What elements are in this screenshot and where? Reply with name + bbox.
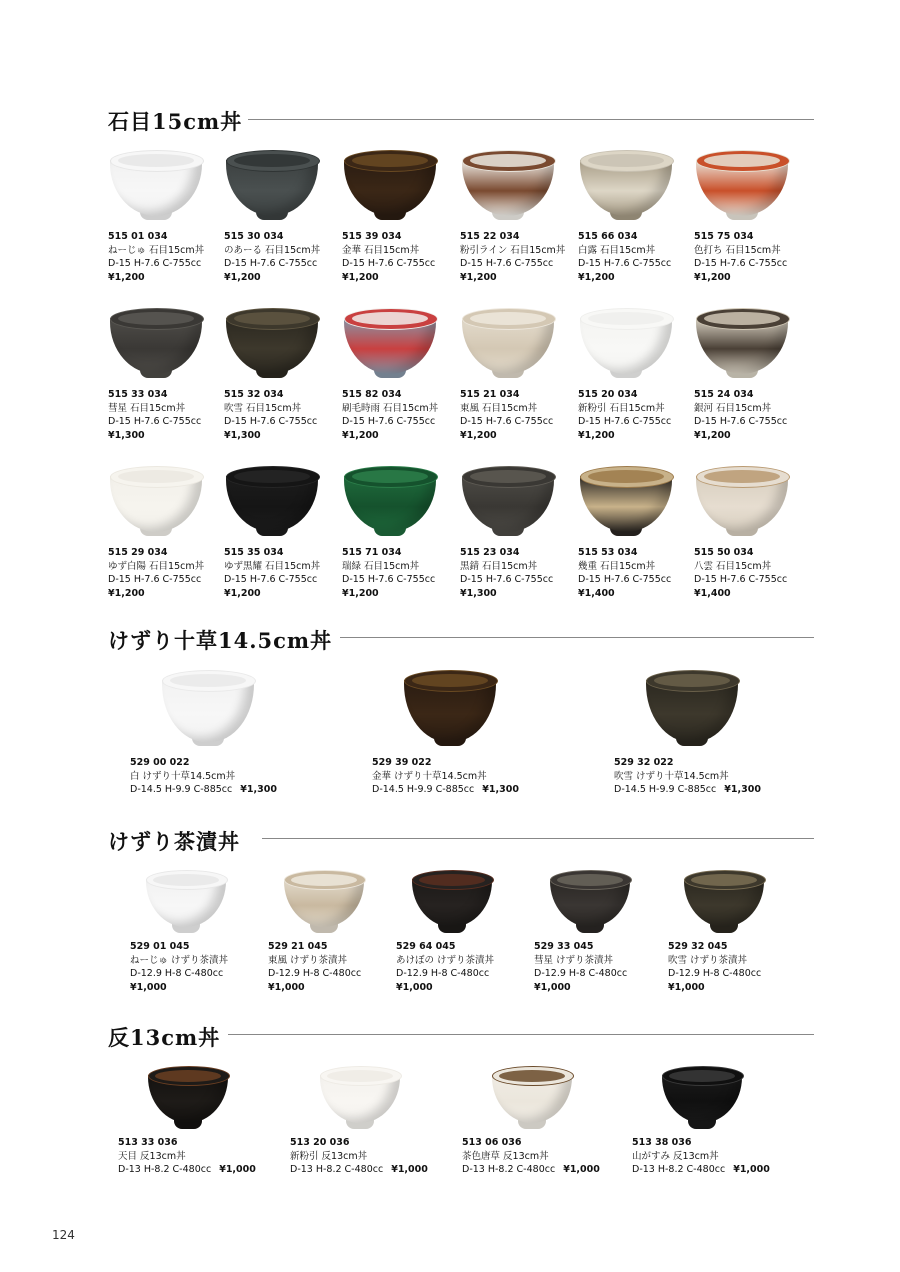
product-price: ¥1,400 <box>694 587 731 599</box>
product-price: ¥1,200 <box>460 271 497 283</box>
bowl-image <box>460 466 556 540</box>
section-title-ishime: 石目15cm丼 <box>108 109 243 134</box>
product-item <box>460 466 556 599</box>
product-spec: D-15 H-7.6 C-755cc <box>224 416 318 427</box>
product-item <box>224 150 321 283</box>
product-price: ¥1,000 <box>733 1164 770 1175</box>
product-spec-line <box>118 1163 256 1177</box>
product-spec: D-15 H-7.6 C-755cc <box>224 574 318 585</box>
product-code: 529 21 045 <box>268 941 328 952</box>
product-item <box>118 1066 256 1175</box>
product-name: 色打ち 石目15cm丼 <box>694 244 781 256</box>
product-price: ¥1,200 <box>578 271 615 283</box>
product-name: 瑞緑 石目15cm丼 <box>342 560 420 572</box>
product-price: ¥1,200 <box>342 271 379 283</box>
product-name: 天目 反13cm丼 <box>118 1150 186 1162</box>
bowl-image <box>410 870 494 936</box>
product-name: 金華 石目15cm丼 <box>342 244 420 256</box>
product-price: ¥1,300 <box>460 587 497 599</box>
product-spec-line <box>614 783 761 797</box>
product-spec-line <box>290 1163 428 1177</box>
product-spec-line <box>130 783 277 797</box>
product-price: ¥1,200 <box>694 429 731 441</box>
product-name: 白露 石目15cm丼 <box>578 244 656 256</box>
bowl-image <box>224 466 320 540</box>
product-code: 515 30 034 <box>224 231 284 242</box>
product-spec: D-12.9 H-8 C-480cc <box>534 968 628 979</box>
product-code: 515 20 034 <box>578 389 638 400</box>
product-item <box>460 308 556 441</box>
product-price: ¥1,000 <box>668 981 705 993</box>
bowl-image <box>548 870 632 936</box>
product-price: ¥1,000 <box>219 1164 256 1175</box>
product-spec: D-15 H-7.6 C-755cc <box>694 416 788 427</box>
product-price: ¥1,300 <box>108 429 145 441</box>
product-name: 吹雪 石目15cm丼 <box>224 402 302 414</box>
product-name: 山がすみ 反13cm丼 <box>632 1150 719 1162</box>
product-spec: D-15 H-7.6 C-755cc <box>108 258 202 269</box>
bowl-image <box>460 308 556 382</box>
bowl-image <box>578 308 674 382</box>
product-code: 529 32 045 <box>668 941 728 952</box>
product-price: ¥1,200 <box>342 587 379 599</box>
product-price: ¥1,200 <box>694 271 731 283</box>
product-spec: D-12.9 H-8 C-480cc <box>130 968 224 979</box>
product-name: 刷毛時雨 石目15cm丼 <box>342 402 439 414</box>
bowl-image <box>490 1066 574 1132</box>
product-price: ¥1,300 <box>224 429 261 441</box>
product-name: のあーる 石目15cm丼 <box>224 244 321 256</box>
bowl-image <box>578 466 674 540</box>
section-rule <box>340 637 814 638</box>
product-code: 515 53 034 <box>578 547 638 558</box>
bowl-image <box>146 1066 230 1132</box>
product-item <box>342 466 438 599</box>
product-name: 彗星 石目15cm丼 <box>108 402 186 414</box>
product-name: 東風 けずり茶漬丼 <box>268 954 348 966</box>
product-price: ¥1,400 <box>578 587 615 599</box>
product-spec: D-12.9 H-8 C-480cc <box>268 968 362 979</box>
bowl-image <box>460 150 556 224</box>
product-spec: D-15 H-7.6 C-755cc <box>342 574 436 585</box>
product-code: 513 20 036 <box>290 1137 350 1148</box>
section-title-sori: 反13cm丼 <box>108 1025 221 1050</box>
product-name: ゆず白陽 石目15cm丼 <box>108 560 205 572</box>
product-spec: D-15 H-7.6 C-755cc <box>342 258 436 269</box>
product-item <box>290 1066 428 1175</box>
product-code: 515 66 034 <box>578 231 638 242</box>
bowl-image <box>342 150 438 224</box>
product-code: 515 82 034 <box>342 389 402 400</box>
product-spec: D-15 H-7.6 C-755cc <box>694 574 788 585</box>
product-code: 513 38 036 <box>632 1137 692 1148</box>
section-rule <box>262 838 814 839</box>
product-spec-line <box>632 1163 770 1177</box>
product-price: ¥1,200 <box>224 587 261 599</box>
product-name: ねーじゅ 石目15cm丼 <box>108 244 205 256</box>
product-name: 東風 石目15cm丼 <box>460 402 538 414</box>
product-price: ¥1,000 <box>391 1164 428 1175</box>
product-code: 515 21 034 <box>460 389 520 400</box>
product-item <box>578 150 674 283</box>
product-code: 515 35 034 <box>224 547 284 558</box>
bowl-image <box>282 870 366 936</box>
product-code: 513 33 036 <box>118 1137 178 1148</box>
bowl-image <box>694 466 790 540</box>
product-code: 515 75 034 <box>694 231 754 242</box>
product-code: 515 33 034 <box>108 389 168 400</box>
product-item <box>372 670 519 795</box>
product-spec: D-15 H-7.6 C-755cc <box>578 258 672 269</box>
product-item <box>534 870 632 993</box>
product-spec: D-13 H-8.2 C-480cc <box>462 1164 556 1175</box>
product-code: 513 06 036 <box>462 1137 522 1148</box>
product-spec: D-15 H-7.6 C-755cc <box>460 258 554 269</box>
product-spec: D-15 H-7.6 C-755cc <box>342 416 436 427</box>
product-item <box>614 670 761 795</box>
product-item <box>462 1066 600 1175</box>
bowl-image <box>224 308 320 382</box>
product-code: 529 01 045 <box>130 941 190 952</box>
product-spec: D-13 H-8.2 C-480cc <box>118 1164 212 1175</box>
product-item <box>694 308 790 441</box>
section-rule <box>228 1034 814 1035</box>
product-item <box>632 1066 770 1175</box>
product-price: ¥1,000 <box>534 981 571 993</box>
product-item <box>578 308 674 441</box>
product-spec: D-15 H-7.6 C-755cc <box>578 574 672 585</box>
bowl-image <box>108 308 204 382</box>
product-name: 吹雪 けずり十草14.5cm丼 <box>614 770 729 782</box>
bowl-image <box>108 466 204 540</box>
bowl-image <box>144 870 228 936</box>
bowl-image <box>160 670 256 744</box>
product-code: 515 24 034 <box>694 389 754 400</box>
bowl-image <box>682 870 766 936</box>
product-item <box>224 308 320 441</box>
product-code: 529 39 022 <box>372 757 432 768</box>
product-item <box>130 870 229 993</box>
product-spec: D-15 H-7.6 C-755cc <box>460 574 554 585</box>
product-code: 529 32 022 <box>614 757 674 768</box>
product-name: 銀河 石目15cm丼 <box>694 402 772 414</box>
product-code: 515 01 034 <box>108 231 168 242</box>
product-spec-line <box>462 1163 600 1177</box>
product-price: ¥1,200 <box>342 429 379 441</box>
product-item <box>268 870 366 993</box>
product-price: ¥1,200 <box>108 271 145 283</box>
product-price: ¥1,200 <box>460 429 497 441</box>
product-name: 幾重 石目15cm丼 <box>578 560 656 572</box>
product-name: あけぼの けずり茶漬丼 <box>396 954 495 966</box>
bowl-image <box>660 1066 744 1132</box>
product-name: 粉引ライン 石目15cm丼 <box>460 244 566 256</box>
product-spec: D-14.5 H-9.9 C-885cc <box>372 784 475 795</box>
product-price: ¥1,300 <box>482 784 519 795</box>
product-item <box>342 308 439 441</box>
product-price: ¥1,000 <box>130 981 167 993</box>
product-code: 529 64 045 <box>396 941 456 952</box>
product-item <box>130 670 277 795</box>
product-name: ねーじゅ けずり茶漬丼 <box>130 954 229 966</box>
product-code: 515 23 034 <box>460 547 520 558</box>
product-name: 白 けずり十草14.5cm丼 <box>130 770 236 782</box>
product-name: 金華 けずり十草14.5cm丼 <box>372 770 487 782</box>
page-number: 124 <box>52 1228 75 1242</box>
product-code: 529 00 022 <box>130 757 190 768</box>
bowl-image <box>342 466 438 540</box>
product-price: ¥1,300 <box>724 784 761 795</box>
product-code: 515 39 034 <box>342 231 402 242</box>
product-price: ¥1,000 <box>396 981 433 993</box>
product-price: ¥1,200 <box>224 271 261 283</box>
product-code: 515 50 034 <box>694 547 754 558</box>
product-item <box>694 150 790 283</box>
bowl-image <box>224 150 320 224</box>
product-item <box>396 870 495 993</box>
product-item <box>460 150 566 283</box>
product-item <box>108 308 204 441</box>
product-price: ¥1,000 <box>563 1164 600 1175</box>
product-code: 515 29 034 <box>108 547 168 558</box>
section-rule <box>248 119 814 120</box>
bowl-image <box>694 308 790 382</box>
product-name: 吹雪 けずり茶漬丼 <box>668 954 748 966</box>
product-name: 新粉引 石目15cm丼 <box>578 402 665 414</box>
product-spec: D-13 H-8.2 C-480cc <box>632 1164 726 1175</box>
product-item <box>108 466 205 599</box>
product-spec: D-15 H-7.6 C-755cc <box>108 574 202 585</box>
product-item <box>578 466 674 599</box>
product-code: 515 32 034 <box>224 389 284 400</box>
product-spec: D-12.9 H-8 C-480cc <box>396 968 490 979</box>
bowl-image <box>402 670 498 744</box>
product-spec: D-15 H-7.6 C-755cc <box>694 258 788 269</box>
product-name: ゆず黒耀 石目15cm丼 <box>224 560 321 572</box>
product-item <box>694 466 790 599</box>
product-price: ¥1,200 <box>108 587 145 599</box>
product-code: 515 71 034 <box>342 547 402 558</box>
bowl-image <box>108 150 204 224</box>
product-price: ¥1,200 <box>578 429 615 441</box>
product-spec: D-12.9 H-8 C-480cc <box>668 968 762 979</box>
product-price: ¥1,000 <box>268 981 305 993</box>
bowl-image <box>342 308 438 382</box>
product-item <box>668 870 766 993</box>
bowl-image <box>644 670 740 744</box>
product-name: 新粉引 反13cm丼 <box>290 1150 368 1162</box>
product-item <box>224 466 321 599</box>
bowl-image <box>578 150 674 224</box>
product-spec: D-15 H-7.6 C-755cc <box>108 416 202 427</box>
product-name: 茶色唐草 反13cm丼 <box>462 1150 549 1162</box>
section-title-kezuri-chazuke: けずり茶漬丼 <box>108 829 240 854</box>
product-name: 彗星 けずり茶漬丼 <box>534 954 614 966</box>
product-spec: D-13 H-8.2 C-480cc <box>290 1164 384 1175</box>
product-code: 529 33 045 <box>534 941 594 952</box>
product-spec: D-14.5 H-9.9 C-885cc <box>614 784 717 795</box>
bowl-image <box>694 150 790 224</box>
product-item <box>108 150 205 283</box>
product-name: 八雲 石目15cm丼 <box>694 560 772 572</box>
product-item <box>342 150 438 283</box>
product-spec-line <box>372 783 519 797</box>
section-title-kezuri-tokusa: けずり十草14.5cm丼 <box>108 628 333 653</box>
product-spec: D-15 H-7.6 C-755cc <box>460 416 554 427</box>
product-spec: D-15 H-7.6 C-755cc <box>578 416 672 427</box>
product-spec: D-14.5 H-9.9 C-885cc <box>130 784 233 795</box>
product-spec: D-15 H-7.6 C-755cc <box>224 258 318 269</box>
product-name: 黒錆 石目15cm丼 <box>460 560 538 572</box>
product-code: 515 22 034 <box>460 231 520 242</box>
bowl-image <box>318 1066 402 1132</box>
product-price: ¥1,300 <box>240 784 277 795</box>
